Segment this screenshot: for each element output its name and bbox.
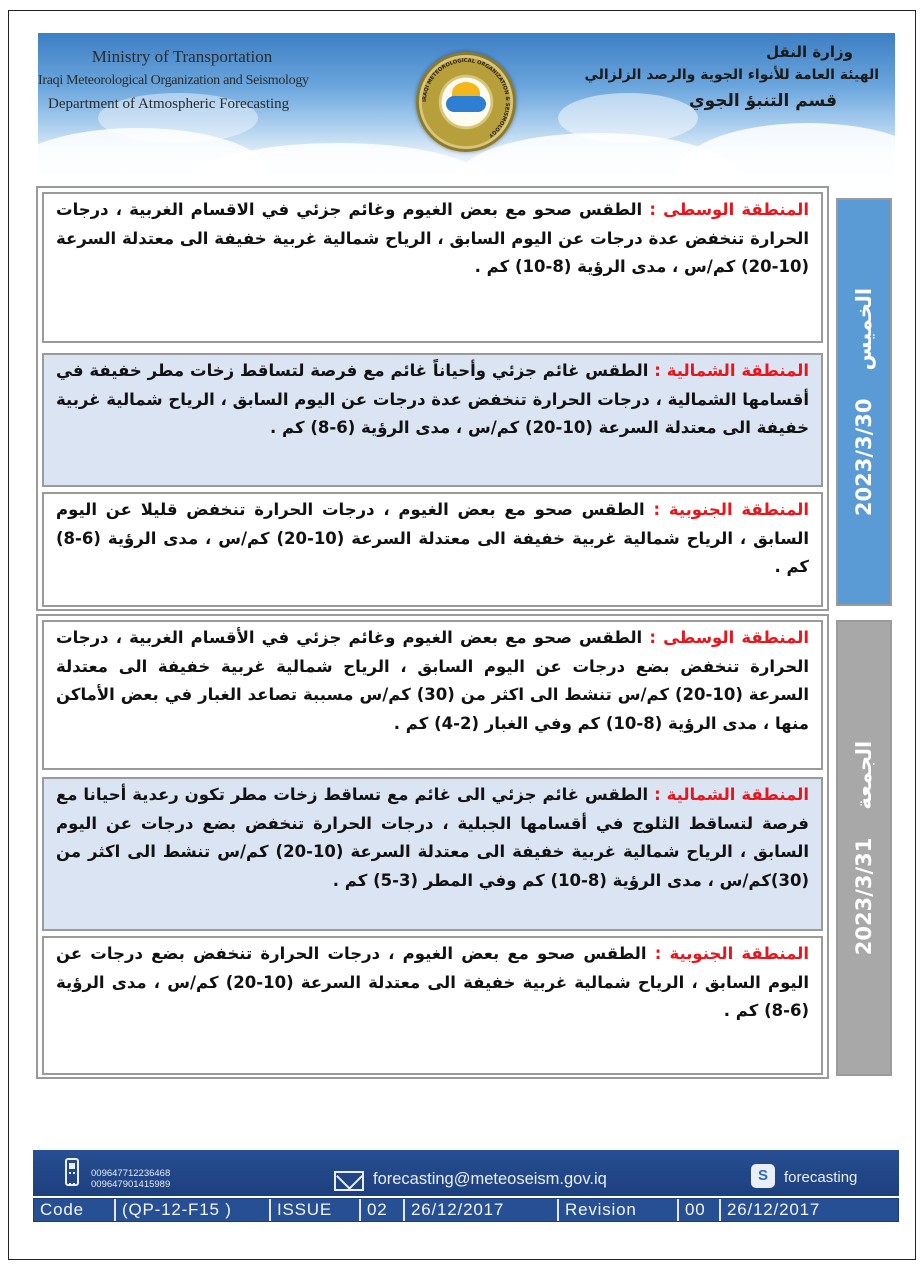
region-forecast [44,355,821,443]
region-forecast [44,938,821,1026]
region-name: المنطقة الوسطى : [649,628,809,647]
day1-date-column [836,198,892,606]
day2-central-region-box [42,620,823,770]
ministry-name-en: Ministry of Transportation [91,47,273,66]
mail-icon [334,1171,364,1191]
svg-text:IRAQI METEOROLOGICAL ORGANIZAT: IRAQI METEOROLOGICAL ORGANIZATION & SEISMOLOGY [421,57,511,139]
organization-name-ar: الهيئة العامة للأنواء الجوية والرصد الزلزالي [584,67,879,83]
region-name: المنطقة الشمالية : [654,361,809,380]
code-label: Code [34,1199,116,1221]
region-description: الطقس غائم جزئي الى غائم مع تساقط زخات مطر تكون رعدية أحيانا مع فرصة لتساقط الثلوج في أقسامها الجبلية ، درجات الحرارة تنخفض بضع درجات عن اليوم السابق ، الرياح شمالية غربية خفيفة الى معتدلة السرعة (10-20) كم/س تنشط الى اكثر من (30)كم/س ، مدى الرؤية (8-10) كم وفي المطر (3-5) كم . [56,785,809,890]
day2-date-label [852,741,876,956]
phone-number-1: 009647712236468 [91,1168,171,1179]
day2-southern-region-box [42,936,823,1075]
region-forecast [44,194,821,282]
phone-numbers [91,1168,170,1190]
revision-label: Revision [559,1199,679,1221]
code-value: (QP-12-F15 ) [116,1199,271,1221]
region-description: الطقس صحو مع بعض الغيوم ، درجات الحرارة تنخفض بضع درجات عن اليوم السابق ، الرياح شمالية غربية خفيفة الى معتدلة السرعة (10-20) كم/س ، مدى الرؤية (6-8) كم . [56,944,809,1020]
day1-weekday: الخميس [852,287,876,371]
issue-label: ISSUE [271,1199,361,1221]
day2-forecast-section [36,614,829,1079]
email-link[interactable]: forecasting@meteoseism.gov.iq [373,1170,607,1188]
phone-number-2: 009647901415989 [91,1179,171,1190]
document-code-bar [33,1198,899,1222]
revision-value: 00 [679,1199,721,1221]
region-name: المنطقة الوسطى : [649,200,809,219]
organization-name-en: Iraqi Meteorological Organization and Seismology [38,73,309,88]
region-name: المنطقة الجنوبية : [653,500,810,519]
region-name: المنطقة الشمالية : [654,785,809,804]
day1-southern-region-box [42,492,823,607]
day2-date-column [836,620,892,1076]
ministry-name-ar: وزارة النقل [766,43,853,61]
region-description: الطقس صحو مع بعض الغيوم وغائم جزئي في الأقسام الغربية ، درجات الحرارة تنخفض بضع درجات عن اليوم السابق ، الرياح شمالية غربية خفيفة الى معتدلة السرعة (10-20) كم/س تنشط الى اكثر من (30) كم/س مسببة تصاعد الغبار في بعض الأماكن منها ، مدى الرؤية (8-10) كم وفي الغبار (2-4) كم . [56,628,809,733]
arabic-org-title [579,43,879,111]
region-forecast [44,494,821,582]
day1-date: 2023/3/30 [852,398,876,517]
cloud-decoration [678,123,895,185]
day1-central-region-box [42,192,823,343]
day1-date-label [852,288,876,516]
issue-date: 26/12/2017 [405,1199,559,1221]
skype-handle[interactable]: forecasting [784,1169,858,1186]
phone-icon [65,1158,79,1186]
contact-footer [33,1150,899,1196]
day2-northern-region-box [42,777,823,931]
logo-ring-text [416,52,516,152]
day2-weekday: الجمعة [852,740,876,810]
region-description: الطقس صحو مع بعض الغيوم وغائم جزئي في الاقسام الغربية ، درجات الحرارة تنخفض عدة درجات عن اليوم السابق ، الرياح شمالية غربية خفيفة الى معتدلة السرعة (10-20) كم/س ، مدى الرؤية (8-10) كم . [56,200,809,276]
region-forecast [44,622,821,738]
header-banner [38,33,895,185]
region-description: الطقس صحو مع بعض الغيوم ، درجات الحرارة تنخفض قليلا عن اليوم السابق ، الرياح شمالية غربية خفيفة الى معتدلة السرعة (10-20) كم/س ، مدى الرؤية (6-8) كم . [56,500,809,576]
day1-northern-region-box [42,353,823,487]
day1-forecast-section [36,186,829,611]
issue-value: 02 [361,1199,405,1221]
region-forecast [44,779,821,895]
department-name-en: Department of Atmospheric Forecasting [48,96,290,112]
logo-emblem-icon [416,52,516,152]
region-name: المنطقة الجنوبية : [654,944,810,963]
day2-date: 2023/3/31 [852,837,876,956]
department-name-ar: قسم التنبؤ الجوي [689,91,837,111]
english-org-title [38,47,352,113]
skype-icon: S [751,1164,775,1188]
revision-date: 26/12/2017 [727,1200,821,1219]
region-description: الطقس غائم جزئي وأحياناً غائم مع فرصة لتساقط زخات مطر خفيفة في أقسامها الشمالية ، درجات الحرارة تنخفض عدة درجات عن اليوم السابق ، الرياح شمالية غربية خفيفة الى معتدلة السرعة (10-20) كم/س ، مدى الرؤية (6-8) كم . [56,361,809,437]
